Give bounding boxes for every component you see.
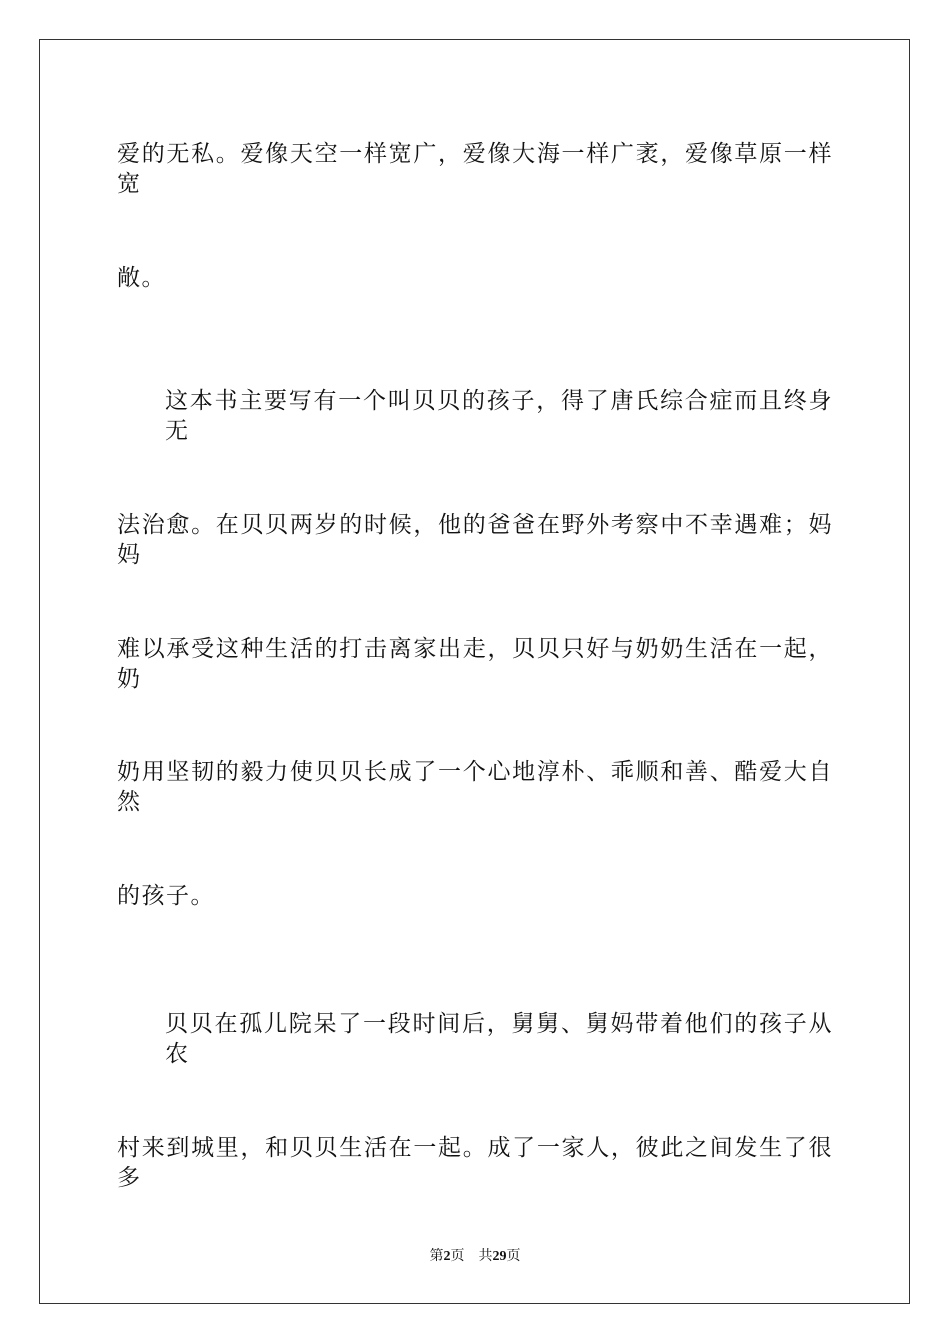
text-line-2: 敞。 (117, 265, 166, 291)
text-line-9: 村来到城里，和贝贝生活在一起。成了一家人，彼此之间发生了很多 (117, 1135, 833, 1191)
page-prefix: 第 (429, 1248, 444, 1264)
text-line-7: 的孩子。 (117, 883, 215, 909)
page-footer (0, 1247, 950, 1266)
text-line-5: 难以承受这种生活的打击离家出走，贝贝只好与奶奶生活在一起，奶 (117, 636, 833, 692)
total-pages: 29 (492, 1249, 507, 1264)
total-prefix: 共 (478, 1248, 493, 1264)
total-suffix: 页 (506, 1248, 521, 1264)
text-line-1: 爱的无私。爱像天空一样宽广，爱像大海一样广袤，爱像草原一样宽 (117, 141, 833, 197)
page-number: 2 (443, 1249, 451, 1264)
text-line-6: 奶用坚韧的毅力使贝贝长成了一个心地淳朴、乖顺和善、酷爱大自然 (117, 759, 833, 815)
page-suffix: 页 (450, 1248, 465, 1264)
text-line-4: 法治愈。在贝贝两岁的时候，他的爸爸在野外考察中不幸遇难；妈妈 (117, 512, 833, 568)
text-line-8: 贝贝在孤儿院呆了一段时间后，舅舅、舅妈带着他们的孩子从农 (165, 1011, 833, 1067)
text-line-3: 这本书主要写有一个叫贝贝的孩子，得了唐氏综合症而且终身无 (165, 388, 833, 444)
